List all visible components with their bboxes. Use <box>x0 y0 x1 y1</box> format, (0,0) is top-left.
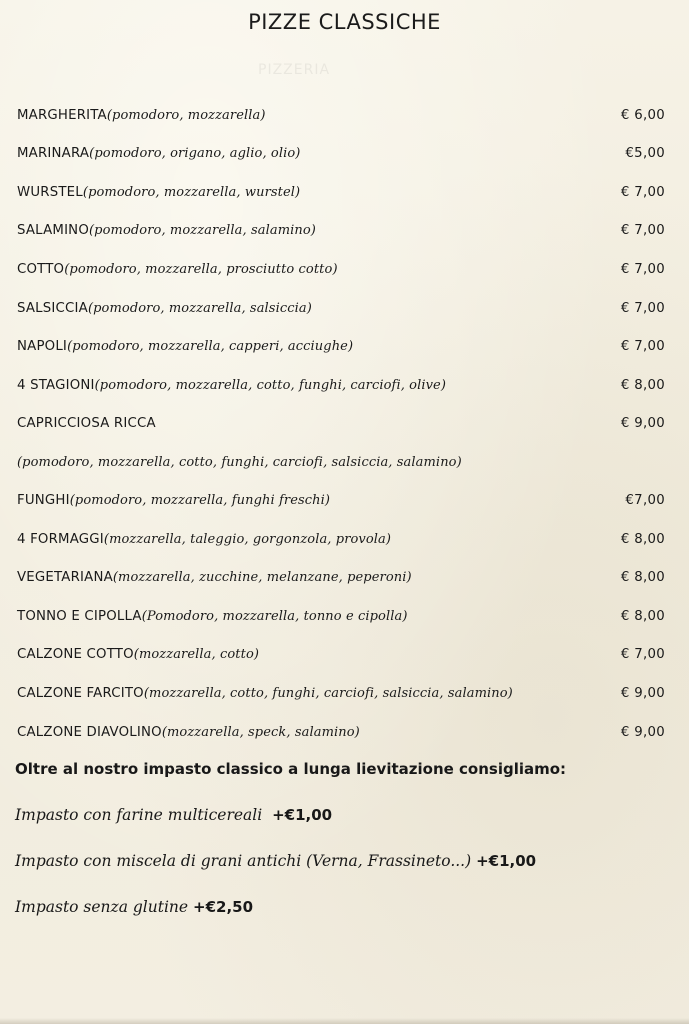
menu-item-4-formaggi <box>17 520 665 559</box>
menu-item-vegetariana <box>17 559 665 598</box>
menu-item-marinara <box>17 135 665 174</box>
item-price: € 7,00 <box>620 339 665 355</box>
pizza-list <box>17 96 665 751</box>
item-price: € 7,00 <box>620 184 665 200</box>
item-price: €5,00 <box>625 146 665 162</box>
item-price: € 8,00 <box>620 570 665 586</box>
item-name: MARINARA <box>17 146 90 162</box>
item-price: € 9,00 <box>620 724 665 740</box>
item-ingredients: (pomodoro, mozzarella, funghi freschi) <box>69 493 331 509</box>
item-ingredients: (mozzarella, zucchine, melanzane, peperoni) <box>112 570 412 586</box>
dough-options <box>15 752 675 936</box>
dough-option-label: Impasto con farine multicereali <box>15 806 263 824</box>
item-ingredients: (pomodoro, mozzarella, capperi, acciughe) <box>67 339 354 355</box>
item-name: 4 FORMAGGI <box>17 531 104 547</box>
item-price: € 7,00 <box>620 261 665 277</box>
menu-item-tonno-e-cipolla <box>17 597 665 636</box>
item-name: VEGETARIANA <box>17 570 113 586</box>
item-ingredients: (pomodoro, mozzarella, wurstel) <box>82 184 301 200</box>
menu-item-cotto <box>17 250 665 289</box>
item-ingredients: (mozzarella, cotto, funghi, carciofi, salsiccia, salamino) <box>143 685 513 701</box>
item-ingredients: (pomodoro, mozzarella) <box>106 107 266 123</box>
item-price: € 8,00 <box>620 531 665 547</box>
item-name: MARGHERITA <box>17 107 107 123</box>
item-name: CALZONE FARCITO <box>17 685 144 701</box>
item-ingredients: (pomodoro, mozzarella, cotto, funghi, carciofi, olive) <box>94 377 447 393</box>
item-name: 4 STAGIONI <box>17 377 95 393</box>
item-price: € 9,00 <box>620 685 665 701</box>
item-name: NAPOLI <box>17 339 68 355</box>
ghost-watermark-text: PIZZERIA <box>258 62 331 78</box>
dough-option-multicereali <box>15 798 675 844</box>
dough-option-price: +€1,00 <box>272 806 333 824</box>
dough-option-senza-glutine <box>15 890 675 936</box>
menu-item-salsiccia <box>17 289 665 328</box>
dough-option-price: +€1,00 <box>476 852 537 870</box>
item-name: COTTO <box>17 261 65 277</box>
item-name: SALAMINO <box>17 223 89 239</box>
menu-item-margherita <box>17 96 665 135</box>
item-price: € 8,00 <box>620 608 665 624</box>
item-ingredients: (pomodoro, mozzarella, cotto, funghi, carciofi, salsiccia, salamino) <box>17 454 462 470</box>
menu-item-salamino <box>17 212 665 251</box>
dough-option-grani-antichi <box>15 844 675 890</box>
item-ingredients: (pomodoro, mozzarella, salamino) <box>89 223 316 239</box>
dough-option-price: +€2,50 <box>193 898 254 916</box>
page-bottom-edge <box>0 1018 689 1024</box>
item-name: CALZONE DIAVOLINO <box>17 724 162 740</box>
item-ingredients: (mozzarella, speck, salamino) <box>161 724 360 740</box>
item-price: € 7,00 <box>620 647 665 663</box>
item-ingredients: (Pomodoro, mozzarella, tonno e cipolla) <box>141 608 408 624</box>
item-ingredients: (mozzarella, taleggio, gorgonzola, provola) <box>103 531 392 547</box>
item-price: € 7,00 <box>620 223 665 239</box>
item-price: € 9,00 <box>620 416 665 432</box>
menu-item-capricciosa-ingredients <box>17 443 665 482</box>
menu-item-napoli <box>17 327 665 366</box>
item-name: SALSICCIA <box>17 300 88 316</box>
item-name: FUNGHI <box>17 493 70 509</box>
dough-option-label: Impasto con miscela di grani antichi (Verna, Frassineto...) <box>15 852 472 870</box>
item-name: CAPRICCIOSA RICCA <box>17 416 156 432</box>
item-ingredients: (pomodoro, mozzarella, prosciutto cotto) <box>64 261 338 277</box>
menu-item-4-stagioni <box>17 366 665 405</box>
item-price: €7,00 <box>625 493 665 509</box>
item-name: CALZONE COTTO <box>17 647 134 663</box>
item-price: € 7,00 <box>620 300 665 316</box>
menu-item-capricciosa-ricca <box>17 404 665 443</box>
menu-item-calzone-diavolino <box>17 713 665 752</box>
item-name: TONNO E CIPOLLA <box>17 608 142 624</box>
item-ingredients: (mozzarella, cotto) <box>133 647 260 663</box>
item-ingredients: (pomodoro, origano, aglio, olio) <box>89 146 301 162</box>
menu-item-wurstel <box>17 173 665 212</box>
item-price: € 6,00 <box>620 107 665 123</box>
menu-item-calzone-farcito <box>17 674 665 713</box>
item-name: WURSTEL <box>17 184 83 200</box>
dough-intro-text: Oltre al nostro impasto classico a lunga lievitazione consigliamo: <box>15 760 567 778</box>
item-ingredients: (pomodoro, mozzarella, salsiccia) <box>87 300 312 316</box>
menu-item-calzone-cotto <box>17 636 665 675</box>
item-price: € 8,00 <box>620 377 665 393</box>
menu-item-funghi <box>17 481 665 520</box>
page-title: PIZZE CLASSICHE <box>248 10 441 34</box>
dough-option-label: Impasto senza glutine <box>15 898 189 916</box>
